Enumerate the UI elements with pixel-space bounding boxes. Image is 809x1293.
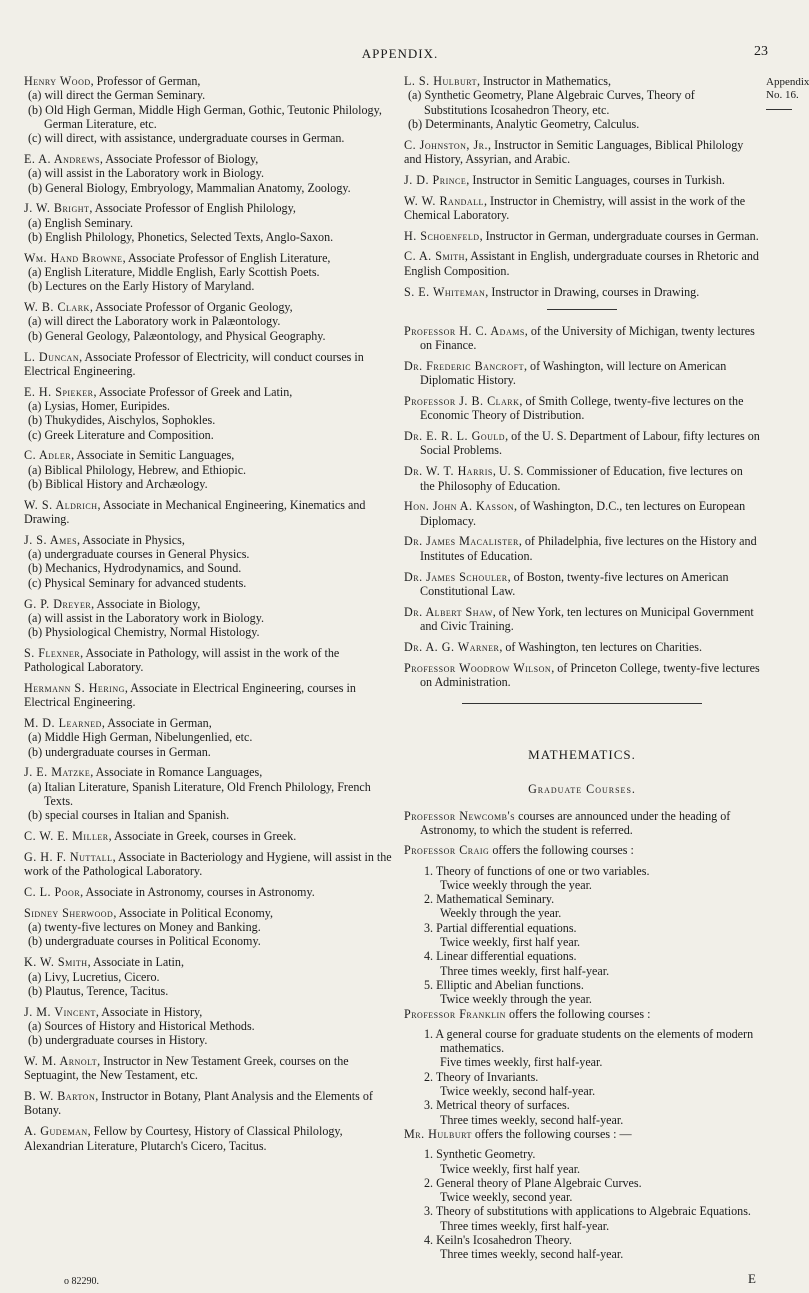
course-list-item: [404, 921, 760, 950]
person-description: , Associate in Electrical Engineering, courses in Electrical Engineering.: [24, 680, 356, 710]
faculty-entry-head: [24, 1005, 397, 1019]
person-description: , Associate in Physics,: [77, 532, 185, 547]
person-name: C. Johnston, Jr.: [404, 137, 489, 152]
course-list-item: [404, 1204, 760, 1233]
faculty-entry-head: [24, 533, 397, 547]
course-schedule: Twice weekly, first half year.: [440, 1161, 581, 1176]
craig-course-list: [404, 864, 760, 1007]
faculty-entry: [24, 955, 397, 998]
course-title: 1. Theory of functions of one or two variables.: [424, 863, 650, 878]
hulburt-heading: Mr. Hulburt offers the following courses : —: [404, 1126, 632, 1141]
lecturer-entry: [404, 429, 760, 458]
footer-print-code: o 82290.: [64, 1276, 99, 1287]
course-list-item: [404, 949, 760, 978]
person-description: , Associate in History,: [95, 1004, 203, 1019]
course-item: (b) Old High German, Middle High German, Gothic, Teutonic Philology, German Literature, etc.: [28, 102, 382, 131]
appendix-label: Appendix: [766, 76, 809, 88]
course-title: 3. Partial differential equations.: [424, 920, 577, 935]
course-item: (a) will direct the German Seminary.: [28, 88, 206, 103]
lecturer-description: , of Princeton College, twenty-five lectures on Administration.: [420, 660, 760, 689]
person-description: , Professor of German,: [90, 74, 201, 88]
faculty-entry: [24, 765, 397, 822]
lecturer-description: , of Washington, will lecture on American Diplomatic History.: [420, 358, 727, 388]
faculty-entry-head: [24, 74, 397, 88]
page-header-title: APPENDIX.: [361, 46, 439, 61]
person-description: , Assistant in English, undergraduate courses in Rhetoric and English Composition.: [404, 249, 759, 278]
person-name: Hermann S. Hering: [24, 680, 125, 695]
person-name: J. W. Bright: [24, 201, 90, 216]
person-description: , Associate Professor of Organic Geology,: [89, 300, 293, 315]
person-name: K. W. Smith: [24, 955, 88, 970]
faculty-entry-head: [24, 350, 397, 379]
person-name: W. B. Clark: [24, 300, 90, 315]
person-description: , Associate in Astronomy, courses in Astronomy.: [80, 885, 315, 900]
faculty-entry: [24, 201, 397, 244]
course-item: (a) twenty-five lectures on Money and Banking.: [28, 920, 261, 935]
faculty-entry-head: [24, 597, 397, 611]
course-item: (a) undergraduate courses in General Physics.: [28, 547, 250, 562]
lecturer-name: Dr. Frederic Bancroft: [404, 358, 524, 373]
craig-heading: Professor Craig offers the following courses :: [404, 843, 634, 858]
faculty-entry: [24, 251, 397, 294]
person-name: J. M. Vincent: [24, 1004, 96, 1019]
lecturer-description: , of Philadelphia, five lectures on the History and Institutes of Education.: [420, 534, 757, 563]
course-list-item: [404, 1098, 760, 1127]
lecturer-description: , of the U. S. Department of Labour, fifty lectures on Social Problems.: [420, 429, 760, 458]
person-name: L. Duncan: [24, 349, 80, 364]
instructor-entry: [404, 194, 760, 223]
course-list-item: [404, 1233, 760, 1262]
faculty-entry-head: [24, 385, 397, 399]
faculty-entry: [24, 350, 397, 379]
person-name: B. W. Barton: [24, 1089, 96, 1104]
faculty-entry-head: [24, 1054, 397, 1083]
instructor-entry-head: [404, 173, 760, 187]
instructor-entry-head: [404, 285, 760, 299]
lecturer-entry: [404, 570, 760, 599]
lecturer-name: Dr. E. R. L. Gould: [404, 429, 506, 444]
person-name: W. M. Arnolt: [24, 1054, 98, 1069]
lecturer-name: Dr. Albert Shaw: [404, 604, 493, 619]
course-title: 1. Synthetic Geometry.: [424, 1147, 536, 1162]
course-item: (a) Livy, Lucretius, Cicero.: [28, 969, 160, 984]
lecturer-entry: [404, 499, 760, 528]
course-item: (b) special courses in Italian and Spanish.: [28, 808, 230, 823]
person-description: , Associate Professor of English Literature,: [122, 250, 331, 265]
person-description: , Instructor in Mathematics,: [476, 74, 611, 88]
faculty-entry-head: [24, 201, 397, 215]
person-description: , Instructor in Botany, Plant Analysis and the Elements of Botany.: [24, 1089, 373, 1118]
instructor-entry: [404, 229, 760, 243]
franklin-heading: Professor Franklin offers the following courses :: [404, 1006, 651, 1021]
person-name: C. Adler: [24, 448, 72, 463]
appendix-number: No. 16.: [766, 89, 799, 101]
course-item: (a) Sources of History and Historical Methods.: [28, 1018, 255, 1033]
person-description: , Instructor in German, undergraduate courses in German.: [479, 228, 759, 243]
lecturer-description: , of New York, ten lectures on Municipal Government and Civic Training.: [420, 604, 754, 633]
faculty-entry-head: [24, 646, 397, 675]
person-description: , Associate in Latin,: [87, 955, 184, 970]
course-schedule: Weekly through the year.: [440, 906, 562, 921]
person-name: E. A. Andrews: [24, 151, 100, 166]
faculty-entry: [24, 1124, 397, 1153]
lecturer-entry: [404, 394, 760, 423]
faculty-entry: [24, 74, 397, 145]
course-item: (b) undergraduate courses in History.: [28, 1033, 208, 1048]
person-name: L. S. Hulburt: [404, 74, 477, 88]
faculty-entry-head: [24, 716, 397, 730]
person-description: , Associate in Greek, courses in Greek.: [108, 829, 297, 844]
faculty-entry: [24, 1089, 397, 1118]
course-title: 2. Mathematical Seminary.: [424, 892, 555, 907]
lecturer-description: , U. S. Commissioner of Education, five lectures on the Philosophy of Education.: [420, 464, 743, 493]
franklin-course-list: [404, 1027, 760, 1127]
instructor-entry: [404, 138, 760, 167]
faculty-entry: [24, 498, 397, 527]
person-name: M. D. Learned: [24, 716, 102, 731]
person-name: Henry Wood: [24, 74, 91, 88]
course-item: (b) General Biology, Embryology, Mammalian Anatomy, Zoology.: [28, 180, 351, 195]
person-description: , Associate in Romance Languages,: [90, 765, 263, 780]
faculty-entry-head: [24, 765, 397, 779]
course-schedule: Three times weekly, second half-year.: [440, 1247, 624, 1262]
course-list-item: [404, 978, 760, 1007]
person-description: , Associate Professor of Biology,: [99, 151, 259, 166]
right-column: [404, 74, 760, 1262]
course-item: (c) Physical Seminary for advanced students.: [28, 575, 247, 590]
faculty-entry: [24, 533, 397, 590]
faculty-entry-head: [24, 300, 397, 314]
faculty-entry-head: [24, 955, 397, 969]
person-name: G. H. F. Nuttall: [24, 849, 113, 864]
course-item: (b) Determinants, Analytic Geometry, Calculus.: [408, 116, 640, 131]
lecturer-entry: [404, 464, 760, 493]
faculty-entry: [24, 448, 397, 491]
course-schedule: Twice weekly, second year.: [440, 1190, 573, 1205]
instructor-entry-head: [404, 138, 760, 167]
person-description: , Instructor in Semitic Languages, Biblical Philology and History, Assyrian, and Arabic.: [404, 137, 744, 166]
course-schedule: Three times weekly, second half-year.: [440, 1112, 624, 1127]
course-list-item: [404, 892, 760, 921]
course-item: (c) will direct, with assistance, undergraduate courses in German.: [28, 131, 345, 146]
course-list-item: [404, 1147, 760, 1176]
course-list-item: [404, 864, 760, 893]
faculty-entry-head: [24, 448, 397, 462]
lecturer-description: , of Washington, D.C., ten lectures on European Diplomacy.: [420, 499, 746, 528]
instructor-entry-head: [404, 249, 760, 278]
course-item: (c) Greek Literature and Composition.: [28, 427, 214, 442]
course-item: (b) Mechanics, Hydrodynamics, and Sound.: [28, 561, 242, 576]
instructor-entry-head: [404, 74, 760, 88]
faculty-entry: [24, 597, 397, 640]
lecturer-name: Dr. James Schouler: [404, 569, 508, 584]
course-schedule: Five times weekly, first half-year.: [440, 1055, 603, 1070]
person-name: G. P. Dreyer: [24, 596, 92, 611]
lecturer-entry: [404, 534, 760, 563]
person-name: J. S. Ames: [24, 532, 78, 547]
course-item: (a) will assist in the Laboratory work in Biology.: [28, 610, 265, 625]
person-description: , Associate Professor of English Philology,: [89, 201, 296, 216]
appendix-margin-note: [766, 76, 809, 110]
course-list-item: [404, 1027, 760, 1070]
instructor-entry: [404, 173, 760, 187]
course-item: (b) undergraduate courses in German.: [28, 744, 211, 759]
lecturer-entry: [404, 661, 760, 690]
lecturer-name: Professor H. C. Adams: [404, 323, 525, 338]
person-name: E. H. Spieker: [24, 384, 94, 399]
person-name: H. Schoenfeld: [404, 228, 480, 243]
person-name: C. A. Smith: [404, 249, 465, 264]
faculty-entry-head: [24, 829, 397, 843]
course-item: (b) undergraduate courses in Political Economy.: [28, 934, 261, 949]
course-item: (a) Middle High German, Nibelungenlied, etc.: [28, 730, 253, 745]
course-item: (b) General Geology, Palæontology, and Physical Geography.: [28, 328, 326, 343]
faculty-entry: [24, 1054, 397, 1083]
course-title: 4. Keiln's Icosahedron Theory.: [424, 1233, 572, 1247]
person-description: , Fellow by Courtesy, History of Classical Philology, Alexandrian Literature, Plutarch's Cicero, Tacitus.: [24, 1124, 343, 1153]
lecturer-entry: [404, 640, 760, 654]
divider-long: [462, 703, 702, 704]
person-name: A. Gudeman: [24, 1124, 88, 1139]
faculty-entry: [24, 300, 397, 343]
faculty-entry-head: [24, 850, 397, 879]
person-description: , Instructor in Drawing, courses in Drawing.: [485, 284, 700, 299]
lecturer-entry: [404, 324, 760, 353]
course-item: (a) Synthetic Geometry, Plane Algebraic Curves, Theory of Substitutions Icosahedron Theory, etc.: [408, 88, 695, 117]
instructor-entry: [404, 74, 760, 131]
footer-signature: E: [748, 1271, 756, 1286]
course-item: (a) will direct the Laboratory work in Palæontology.: [28, 314, 281, 329]
lecturer-name: Professor Woodrow Wilson: [404, 660, 552, 675]
person-description: , Associate in German,: [101, 716, 212, 731]
lecturer-description: , of Washington, ten lectures on Charities.: [499, 639, 703, 654]
course-item: (b) Thukydides, Aischylos, Sophokles.: [28, 413, 216, 428]
course-item: (a) Lysias, Homer, Euripides.: [28, 398, 170, 413]
lecturer-name: Dr. W. T. Harris: [404, 464, 493, 479]
course-item: (a) Biblical Philology, Hebrew, and Ethiopic.: [28, 462, 247, 477]
lecturer-description: , of Boston, twenty-five lectures on American Constitutional Law.: [420, 569, 729, 598]
faculty-entry: [24, 152, 397, 195]
person-description: , Associate Professor of Electricity, will conduct courses in Electrical Engineering.: [24, 349, 364, 378]
course-schedule: Twice weekly, first half year.: [440, 935, 581, 950]
faculty-entry-head: [24, 681, 397, 710]
section-subtitle: Graduate Courses.: [528, 782, 636, 797]
course-schedule: Three times weekly, first half-year.: [440, 963, 610, 978]
lecturer-description: , of Smith College, twenty-five lectures on the Economic Theory of Distribution.: [420, 394, 744, 423]
person-name: C. L. Poor: [24, 885, 81, 900]
instructor-list: [404, 74, 760, 299]
course-item: (b) Plautus, Terence, Tacitus.: [28, 983, 169, 998]
course-title: 3. Theory of substitutions with applications to Algebraic Equations.: [424, 1204, 751, 1219]
course-list-item: [404, 1176, 760, 1205]
divider-short: [547, 309, 617, 310]
course-item: (b) Physiological Chemistry, Normal Histology.: [28, 625, 260, 640]
faculty-entry-head: [24, 251, 397, 265]
lecturer-name: Dr. A. G. Warner: [404, 639, 500, 654]
person-description: , Associate in Semitic Languages,: [71, 448, 235, 463]
person-name: C. W. E. Miller: [24, 829, 109, 844]
instructor-entry: [404, 249, 760, 278]
course-item: (a) English Seminary.: [28, 215, 134, 230]
person-description: , Associate Professor of Greek and Latin,: [93, 384, 293, 399]
person-description: , Associate in Mechanical Engineering, Kinematics and Drawing.: [24, 497, 366, 527]
course-title: 4. Linear differential equations.: [424, 949, 577, 964]
person-name: S. E. Whiteman: [404, 284, 486, 299]
page-number: 23: [754, 44, 768, 59]
person-name: W. W. Randall: [404, 193, 484, 208]
person-name: J. E. Matzke: [24, 765, 91, 780]
instructor-entry: [404, 285, 760, 299]
faculty-entry: [24, 716, 397, 759]
faculty-entry: [24, 906, 397, 949]
course-item: (a) English Literature, Middle English, Early Scottish Poets.: [28, 265, 320, 280]
lecturer-name: Professor J. B. Clark: [404, 394, 520, 409]
instructor-entry-head: [404, 194, 760, 223]
person-name: J. D. Prince: [404, 172, 467, 187]
margin-dash: [766, 109, 792, 110]
course-item: (b) Biblical History and Archæology.: [28, 476, 208, 491]
lecturer-list: [404, 324, 760, 689]
lecturer-name: Dr. James Macalister: [404, 534, 519, 549]
person-description: , Associate in Pathology, will assist in the work of the Pathological Laboratory.: [24, 645, 340, 675]
newcomb-paragraph: Professor Newcomb's courses are announced under the heading of Astronomy, to which the student is referred.: [404, 808, 731, 837]
course-schedule: Twice weekly, second half-year.: [440, 1084, 596, 1099]
course-title: 2. General theory of Plane Algebraic Curves.: [424, 1175, 642, 1190]
faculty-entry-head: [24, 1089, 397, 1118]
person-name: S. Flexner: [24, 645, 81, 660]
faculty-entry-head: [24, 906, 397, 920]
lecturer-name: Hon. John A. Kasson: [404, 499, 514, 514]
faculty-entry: [24, 829, 397, 843]
faculty-entry: [24, 885, 397, 899]
person-name: Wm. Hand Browne: [24, 250, 123, 265]
faculty-entry-head: [24, 885, 397, 899]
person-description: , Associate in Bacteriology and Hygiene, will assist in the work of the Pathological Laboratory.: [24, 849, 392, 879]
course-title: 5. Elliptic and Abelian functions.: [424, 977, 584, 992]
section-title: MATHEMATICS.: [528, 747, 636, 763]
hulburt-course-list: [404, 1147, 760, 1261]
faculty-entry: [24, 646, 397, 675]
faculty-entry-head: [24, 152, 397, 166]
person-description: , Instructor in Semitic Languages, courses in Turkish.: [466, 172, 725, 187]
course-item: (a) Italian Literature, Spanish Literature, Old French Philology, French Texts.: [28, 779, 371, 809]
course-item: (b) Lectures on the Early History of Maryland.: [28, 279, 255, 294]
instructor-entry-head: [404, 229, 760, 243]
person-name: W. S. Aldrich: [24, 497, 98, 512]
person-description: , Associate in Political Economy,: [113, 905, 274, 920]
faculty-entry: [24, 850, 397, 879]
faculty-entry: [24, 1005, 397, 1048]
person-description: , Instructor in Chemistry, will assist in the work of the Chemical Laboratory.: [404, 193, 746, 222]
faculty-entry: [24, 681, 397, 710]
left-column: [24, 74, 397, 1159]
lecturer-entry: [404, 359, 760, 388]
person-description: , Instructor in New Testament Greek, courses on the Septuagint, the New Testament, etc.: [24, 1054, 349, 1083]
lecturer-entry: [404, 605, 760, 634]
faculty-entry-head: [24, 498, 397, 527]
lecturer-description: , of the University of Michigan, twenty lectures on Finance.: [420, 323, 755, 353]
course-schedule: Twice weekly through the year.: [440, 877, 592, 892]
course-schedule: Twice weekly through the year.: [440, 992, 592, 1007]
course-item: (b) English Philology, Phonetics, Selected Texts, Anglo-Saxon.: [28, 229, 334, 244]
faculty-entry-head: [24, 1124, 397, 1153]
course-title: 1. A general course for graduate students on the elements of modern mathematics.: [424, 1026, 754, 1056]
faculty-entry: [24, 385, 397, 442]
person-description: , Associate in Biology,: [91, 596, 201, 611]
course-schedule: Three times weekly, first half-year.: [440, 1218, 610, 1233]
course-item: (a) will assist in the Laboratory work in Biology.: [28, 166, 265, 181]
course-title: 3. Metrical theory of surfaces.: [424, 1098, 570, 1113]
course-title: 2. Theory of Invariants.: [424, 1069, 539, 1084]
person-name: Sidney Sherwood: [24, 905, 114, 920]
course-list-item: [404, 1070, 760, 1099]
